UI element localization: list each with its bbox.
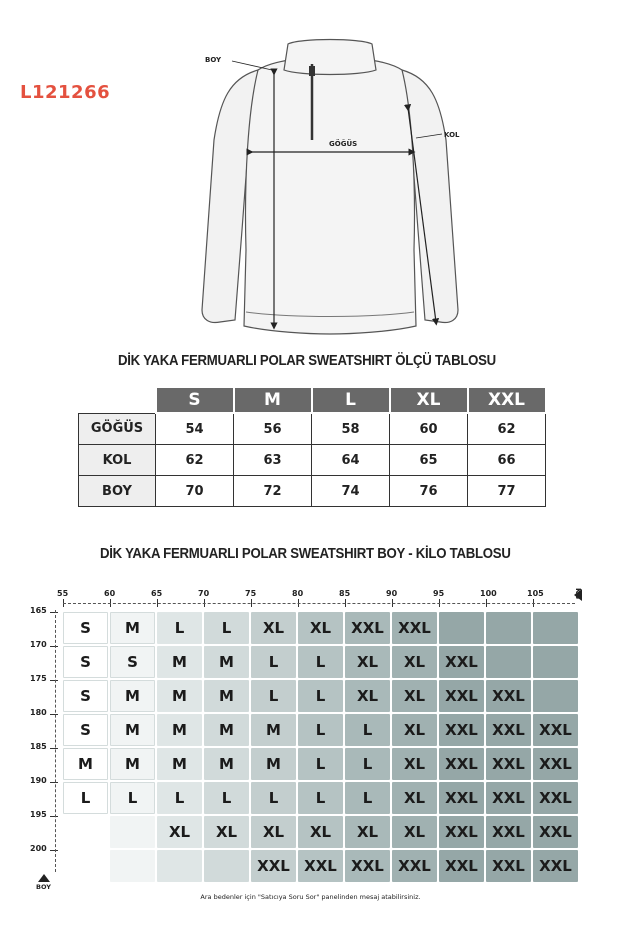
height-tick bbox=[50, 782, 58, 783]
grid-cell: S bbox=[110, 646, 155, 678]
size-table-title: DİK YAKA FERMUARLI POLAR SWEATSHIRT ÖLÇÜ TABLOSU bbox=[118, 352, 496, 369]
grid-cell: XXL bbox=[439, 748, 484, 780]
grid-cell bbox=[63, 850, 108, 882]
grid-cell: L bbox=[251, 680, 296, 712]
grid-cell: S bbox=[63, 646, 108, 678]
grid-cell bbox=[110, 816, 155, 848]
grid-cell: XL bbox=[392, 714, 437, 746]
table-cell: 62 bbox=[156, 445, 234, 476]
grid-cell: XL bbox=[392, 680, 437, 712]
body bbox=[244, 58, 416, 334]
grid-cell: L bbox=[298, 680, 343, 712]
weight-tick-label: 60 bbox=[104, 589, 116, 598]
weight-axis-line bbox=[63, 603, 575, 604]
grid-cell bbox=[439, 612, 484, 644]
height-tick-label: 165 bbox=[30, 606, 47, 615]
grid-cell: XL bbox=[251, 612, 296, 644]
weight-tick-label: 100 bbox=[480, 589, 497, 598]
grid-cell: L bbox=[251, 782, 296, 814]
height-tick bbox=[50, 816, 58, 817]
table-cell: 60 bbox=[390, 413, 468, 445]
grid-cell: XL bbox=[204, 816, 249, 848]
grid-cell: M bbox=[157, 680, 202, 712]
grid-cell: M bbox=[110, 714, 155, 746]
grid-cell: L bbox=[298, 748, 343, 780]
size-table bbox=[78, 386, 547, 507]
kg-label: KG bbox=[574, 588, 582, 600]
grid-cell bbox=[486, 646, 531, 678]
grid-cell: XXL bbox=[392, 850, 437, 882]
table-cell: 76 bbox=[390, 476, 468, 507]
boy-arrow-icon bbox=[38, 874, 50, 882]
grid-cell: XXL bbox=[251, 850, 296, 882]
sweatshirt-diagram bbox=[190, 30, 470, 340]
weight-tick-label: 65 bbox=[151, 589, 163, 598]
grid-cell: M bbox=[63, 748, 108, 780]
grid-cell: L bbox=[298, 714, 343, 746]
height-tick-label: 190 bbox=[30, 776, 47, 785]
grid-cell bbox=[533, 612, 578, 644]
weight-tick-label: 75 bbox=[245, 589, 257, 598]
grid-cell: XXL bbox=[439, 782, 484, 814]
table-cell: 65 bbox=[390, 445, 468, 476]
height-tick-label: 180 bbox=[30, 708, 47, 717]
grid-cell: M bbox=[204, 646, 249, 678]
grid-cell: S bbox=[63, 714, 108, 746]
size-col-header: XL bbox=[390, 387, 468, 413]
grid-cell: XXL bbox=[486, 816, 531, 848]
grid-cell: L bbox=[298, 782, 343, 814]
table-row bbox=[79, 445, 546, 476]
grid-cell: XL bbox=[345, 680, 390, 712]
grid-cell bbox=[533, 680, 578, 712]
grid-cell: M bbox=[251, 748, 296, 780]
table-row bbox=[79, 413, 546, 445]
height-tick bbox=[50, 714, 58, 715]
grid-cell: L bbox=[204, 612, 249, 644]
size-col-header: S bbox=[156, 387, 234, 413]
height-tick-label: 185 bbox=[30, 742, 47, 751]
table-cell: 56 bbox=[234, 413, 312, 445]
grid-cell: XL bbox=[251, 816, 296, 848]
grid-cell: L bbox=[157, 782, 202, 814]
grid-cell: XXL bbox=[486, 680, 531, 712]
table-cell: 54 bbox=[156, 413, 234, 445]
grid-cell bbox=[533, 646, 578, 678]
grid-cell bbox=[204, 850, 249, 882]
weight-tick-label: 55 bbox=[57, 589, 69, 598]
table-cell: 70 bbox=[156, 476, 234, 507]
table-cell: 63 bbox=[234, 445, 312, 476]
gogus-label: GÖĞÜS bbox=[329, 140, 358, 148]
height-tick-label: 200 bbox=[30, 844, 47, 853]
weight-tick-label: 105 bbox=[527, 589, 544, 598]
collar bbox=[284, 40, 376, 75]
grid-cell: XXL bbox=[533, 714, 578, 746]
table-cell: 64 bbox=[312, 445, 390, 476]
weight-tick-label: 80 bbox=[292, 589, 304, 598]
row-label: BOY bbox=[79, 476, 156, 507]
grid-cell: XL bbox=[392, 782, 437, 814]
grid-cell: S bbox=[63, 612, 108, 644]
product-code: L121266 bbox=[20, 82, 111, 103]
weight-table-title: DİK YAKA FERMUARLI POLAR SWEATSHIRT BOY - KİLO TABLOSU bbox=[100, 545, 511, 562]
size-header-row bbox=[79, 387, 546, 413]
grid-cell bbox=[110, 850, 155, 882]
grid-cell: M bbox=[157, 714, 202, 746]
size-col-header: L bbox=[312, 387, 390, 413]
grid-cell: L bbox=[157, 612, 202, 644]
grid-cell: XXL bbox=[439, 850, 484, 882]
grid-cell bbox=[63, 816, 108, 848]
height-tick-label: 195 bbox=[30, 810, 47, 819]
grid-cell: XXL bbox=[298, 850, 343, 882]
grid-cell: XL bbox=[298, 816, 343, 848]
grid-cell: XXL bbox=[533, 748, 578, 780]
grid-cell: XL bbox=[345, 816, 390, 848]
table-cell: 66 bbox=[468, 445, 546, 476]
height-axis-line bbox=[55, 610, 56, 872]
grid-cell: L bbox=[298, 646, 343, 678]
height-tick bbox=[50, 612, 58, 613]
grid-cell: XL bbox=[345, 646, 390, 678]
height-tick bbox=[50, 680, 58, 681]
grid-cell: M bbox=[110, 612, 155, 644]
weight-tick-label: 95 bbox=[433, 589, 445, 598]
table-cell: 58 bbox=[312, 413, 390, 445]
grid-cell: XXL bbox=[533, 816, 578, 848]
height-tick-label: 170 bbox=[30, 640, 47, 649]
grid-cell: XL bbox=[392, 646, 437, 678]
grid-cell: XXL bbox=[486, 782, 531, 814]
height-tick bbox=[50, 748, 58, 749]
weight-tick-label: 85 bbox=[339, 589, 351, 598]
grid-cell bbox=[157, 850, 202, 882]
grid-cell: L bbox=[110, 782, 155, 814]
height-tick bbox=[50, 646, 58, 647]
grid-cell: XXL bbox=[392, 612, 437, 644]
grid-cell: XXL bbox=[439, 816, 484, 848]
grid-cell: XXL bbox=[439, 714, 484, 746]
grid-cell: XXL bbox=[439, 680, 484, 712]
table-cell: 72 bbox=[234, 476, 312, 507]
grid-cell: L bbox=[63, 782, 108, 814]
grid-cell: XL bbox=[392, 816, 437, 848]
kol-label: KOL bbox=[444, 131, 460, 139]
grid-cell: XXL bbox=[345, 612, 390, 644]
grid-cell: S bbox=[63, 680, 108, 712]
grid-cell: M bbox=[204, 680, 249, 712]
grid-cell: XXL bbox=[486, 850, 531, 882]
grid-cell: XL bbox=[392, 748, 437, 780]
table-cell: 62 bbox=[468, 413, 546, 445]
boy-axis-label: BOY bbox=[36, 883, 51, 891]
grid-cell: M bbox=[251, 714, 296, 746]
grid-cell: L bbox=[251, 646, 296, 678]
height-tick bbox=[50, 850, 58, 851]
grid-cell: M bbox=[157, 646, 202, 678]
boy-label: BOY bbox=[205, 56, 222, 64]
grid-cell: M bbox=[204, 748, 249, 780]
grid-cell: L bbox=[204, 782, 249, 814]
grid-cell bbox=[486, 612, 531, 644]
grid-cell: L bbox=[345, 748, 390, 780]
height-tick-label: 175 bbox=[30, 674, 47, 683]
weight-tick-label: 90 bbox=[386, 589, 398, 598]
table-row bbox=[79, 476, 546, 507]
table-cell: 77 bbox=[468, 476, 546, 507]
grid-cell: L bbox=[345, 782, 390, 814]
table-cell: 74 bbox=[312, 476, 390, 507]
size-col-header: M bbox=[234, 387, 312, 413]
grid-cell: M bbox=[157, 748, 202, 780]
grid-cell: XXL bbox=[345, 850, 390, 882]
weight-tick-label: 70 bbox=[198, 589, 210, 598]
row-label: KOL bbox=[79, 445, 156, 476]
grid-cell: M bbox=[204, 714, 249, 746]
grid-cell: XXL bbox=[533, 782, 578, 814]
grid-cell: XXL bbox=[439, 646, 484, 678]
grid-cell: M bbox=[110, 748, 155, 780]
grid-cell: XXL bbox=[486, 748, 531, 780]
grid-cell: L bbox=[345, 714, 390, 746]
grid-cell: XL bbox=[298, 612, 343, 644]
grid-cell: XXL bbox=[533, 850, 578, 882]
size-col-header: XXL bbox=[468, 387, 546, 413]
grid-cell: M bbox=[110, 680, 155, 712]
footnote: Ara bedenler için "Satıcıya Soru Sor" panelinden mesaj atabilirsiniz. bbox=[200, 893, 421, 901]
grid-cell: XXL bbox=[486, 714, 531, 746]
grid-cell: XL bbox=[157, 816, 202, 848]
row-label: GÖĞÜS bbox=[79, 413, 156, 445]
